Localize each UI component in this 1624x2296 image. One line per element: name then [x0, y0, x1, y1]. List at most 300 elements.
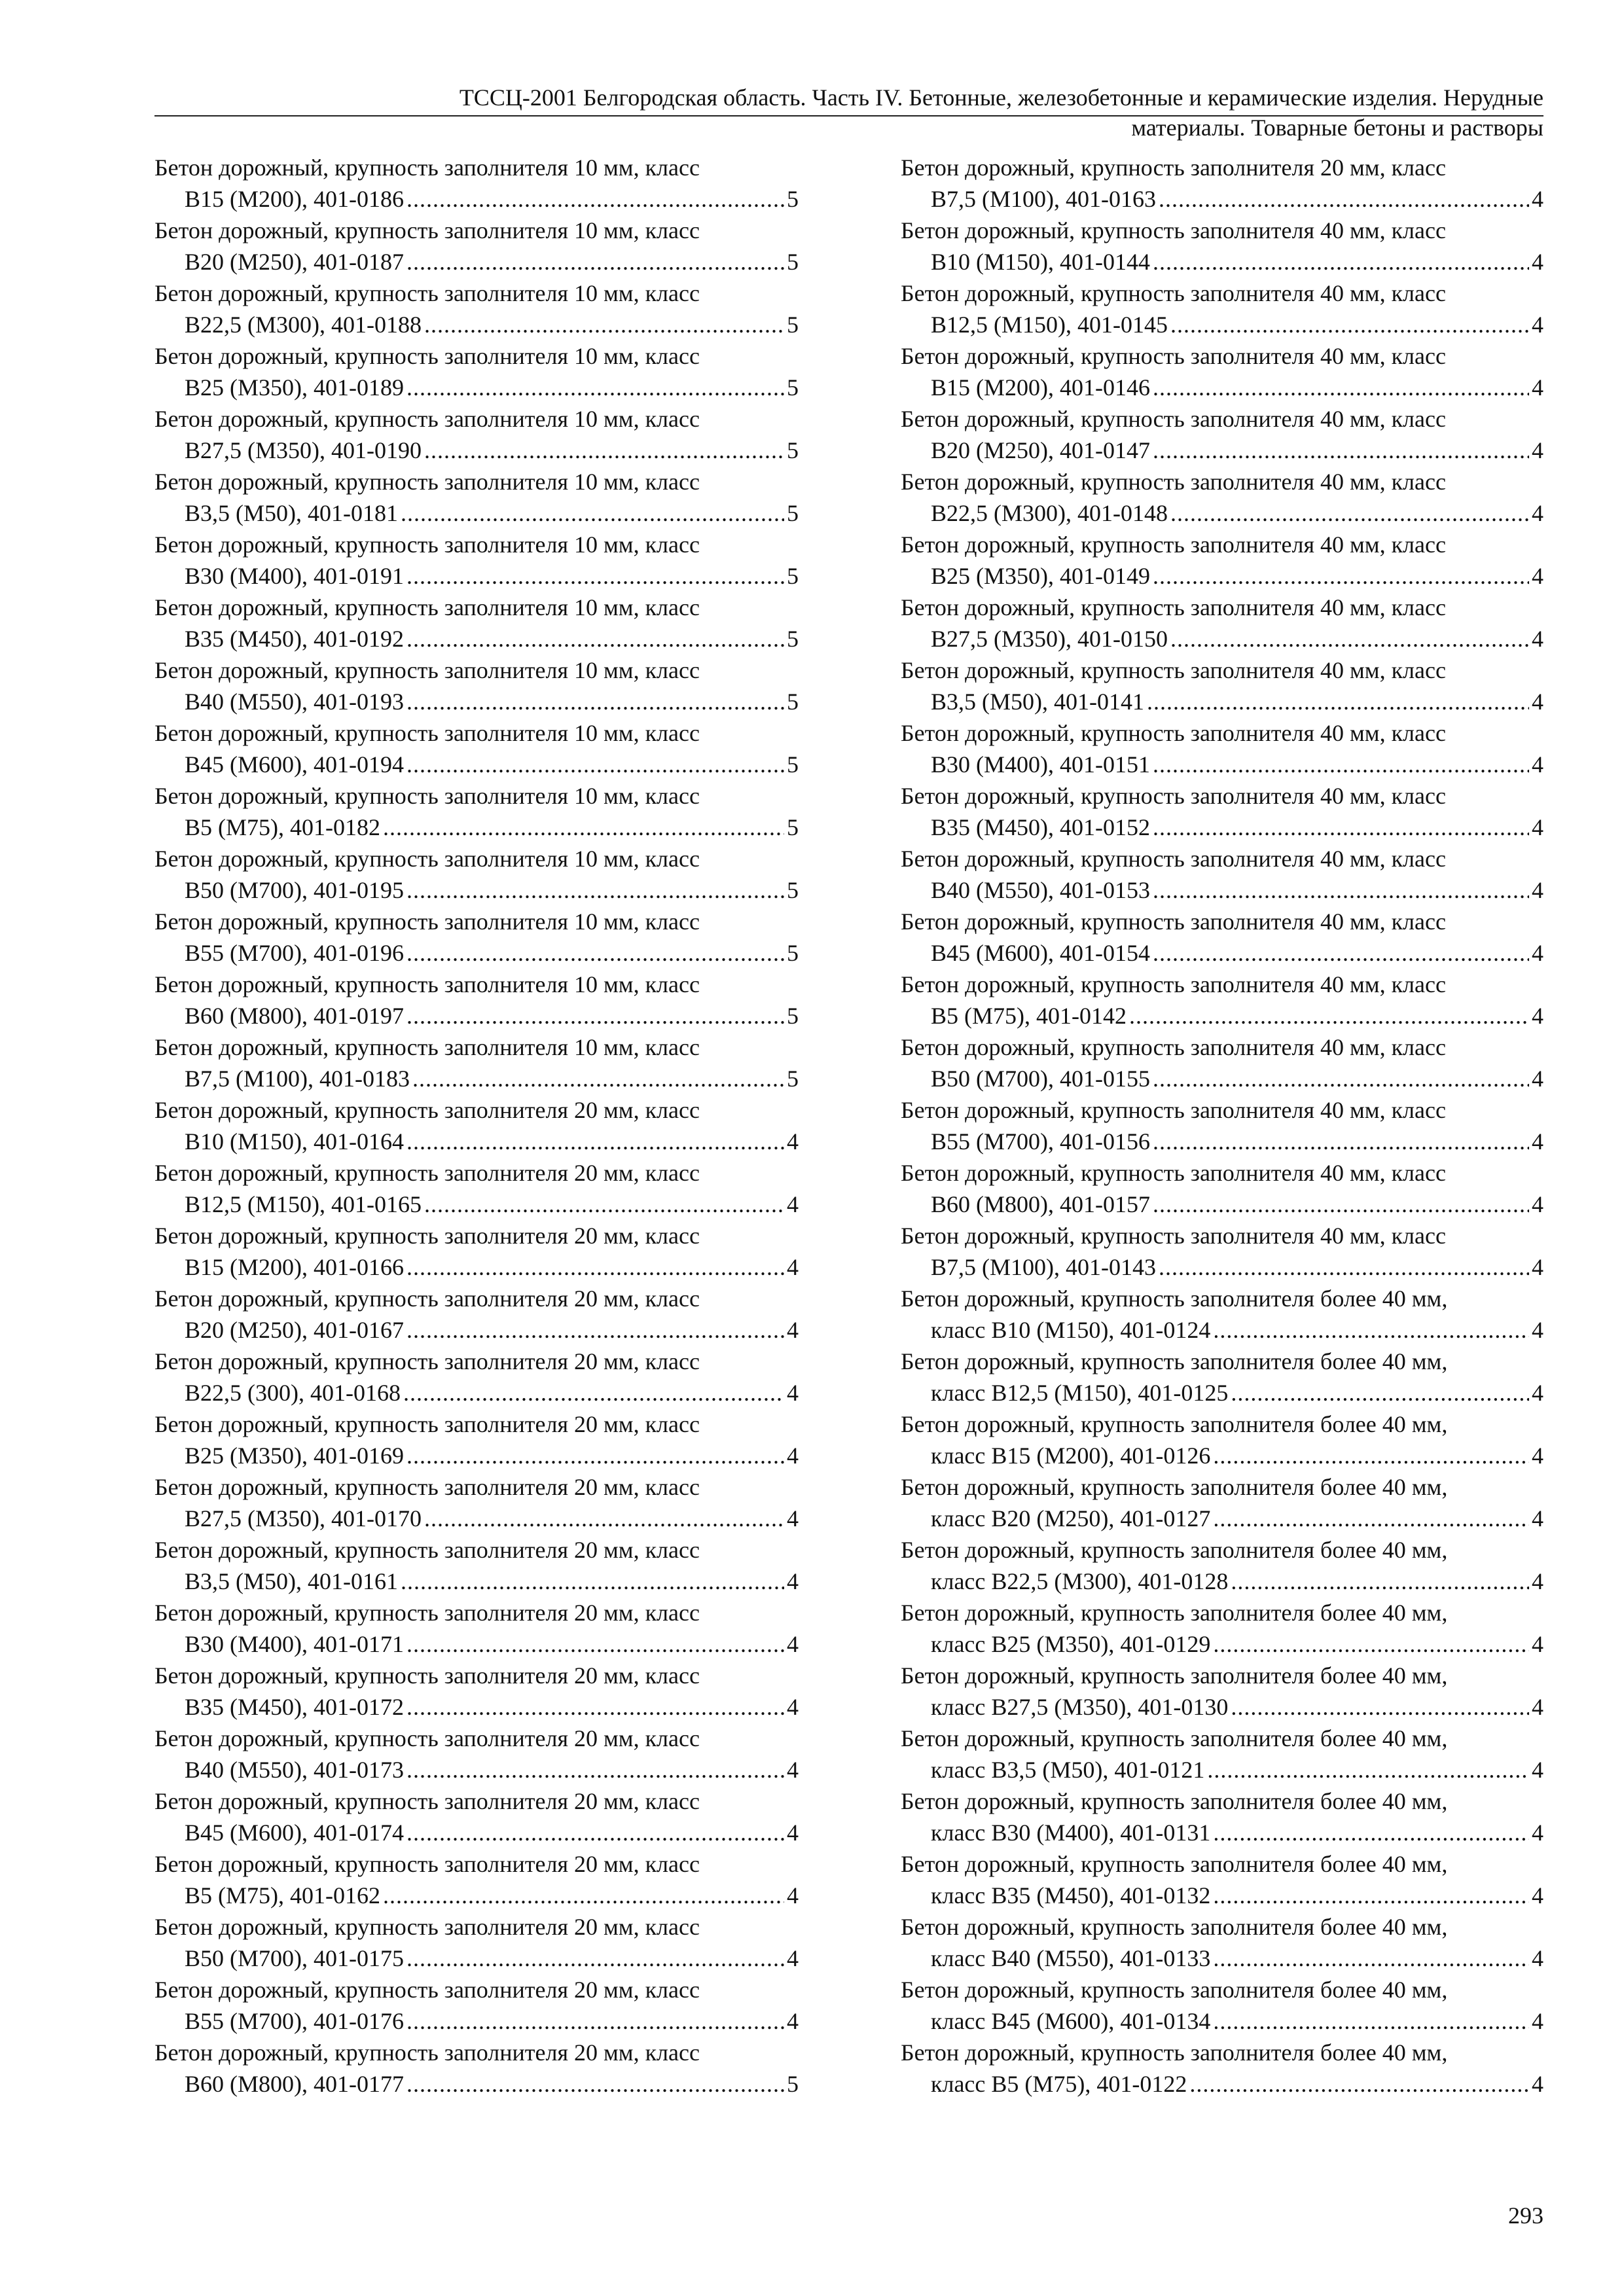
dot-leader	[406, 1691, 784, 1723]
index-entry-code: В55 (М700), 401-0156	[931, 1128, 1150, 1155]
index-entry	[154, 969, 799, 1031]
index-entry-page: 4	[787, 1694, 799, 1720]
index-entry-title: Бетон дорожный, крупность заполнителя 40 мм, класс	[901, 846, 1446, 872]
index-entry	[154, 780, 799, 843]
index-entry-detail-line	[185, 1880, 799, 1911]
index-entry	[901, 1534, 1543, 1597]
index-entry-title: Бетон дорожный, крупность заполнителя 10 мм, класс	[154, 657, 700, 683]
dot-leader	[1231, 1691, 1529, 1723]
index-entry-page: 4	[787, 1128, 799, 1155]
index-entry-detail-line	[931, 2005, 1543, 2037]
index-entry-code: В55 (М700), 401-0196	[185, 940, 404, 966]
dot-leader	[1189, 2068, 1529, 2100]
dot-leader	[406, 749, 784, 780]
index-entry-title: Бетон дорожный, крупность заполнителя 10 мм, класс	[154, 908, 700, 935]
index-entry-code: В15 (М200), 401-0146	[931, 374, 1150, 401]
dot-leader	[1153, 812, 1529, 843]
dot-leader	[1153, 1189, 1529, 1220]
index-entry-code: В30 (М400), 401-0171	[185, 1631, 404, 1657]
index-entry-page: 5	[787, 814, 799, 840]
index-entry-page: 5	[787, 437, 799, 463]
running-header-line-1: ТССЦ-2001 Белгородская область. Часть IV. Бетонные, железобетонные и керамические изделия. Нерудные	[459, 84, 1543, 111]
index-entry-detail-line	[185, 937, 799, 969]
dot-leader	[1213, 1628, 1529, 1660]
index-entry-page: 4	[787, 1317, 799, 1343]
index-entry-detail-line	[931, 1000, 1543, 1031]
index-entry-title: Бетон дорожный, крупность заполнителя более 40 мм,	[901, 1851, 1448, 1877]
index-entry-title: Бетон дорожный, крупность заполнителя 40 мм, класс	[901, 657, 1446, 683]
dot-leader	[1170, 309, 1529, 340]
index-entry-code: В25 (М350), 401-0189	[185, 374, 404, 401]
index-entry-title: Бетон дорожный, крупность заполнителя 40 мм, класс	[901, 217, 1446, 243]
index-entry-detail-line	[185, 1503, 799, 1534]
index-entry-page: 5	[787, 626, 799, 652]
index-entry	[154, 215, 799, 278]
index-entry-code: В30 (М400), 401-0191	[185, 563, 404, 589]
index-entry-page: 4	[787, 1568, 799, 1594]
index-entry	[901, 969, 1543, 1031]
index-entry-page: 4	[1532, 1882, 1543, 1909]
header-rule	[154, 115, 1543, 117]
index-entry-detail-line	[931, 812, 1543, 843]
dot-leader	[1170, 497, 1529, 529]
index-entry-title: Бетон дорожный, крупность заполнителя 20 мм, класс	[154, 2039, 700, 2066]
dot-leader	[406, 183, 784, 215]
index-entry-code: В60 (М800), 401-0157	[931, 1191, 1150, 1217]
index-entry-detail-line	[185, 1063, 799, 1094]
index-entry-page: 5	[787, 940, 799, 966]
index-entry-code: В12,5 (М150), 401-0165	[185, 1191, 422, 1217]
index-entry-detail-line	[185, 1628, 799, 1660]
index-entry-detail-line	[931, 1503, 1543, 1534]
dot-leader	[406, 1817, 784, 1848]
index-entry-page: 5	[787, 500, 799, 526]
index-entry-title: Бетон дорожный, крупность заполнителя 10 мм, класс	[154, 783, 700, 809]
index-entry	[154, 1911, 799, 1974]
index-entry-page: 4	[787, 1505, 799, 1532]
index-entry-title: Бетон дорожный, крупность заполнителя более 40 мм,	[901, 1914, 1448, 1940]
index-entry-title: Бетон дорожный, крупность заполнителя 10 мм, класс	[154, 846, 700, 872]
index-entry-detail-line	[185, 560, 799, 592]
dot-leader	[1159, 1251, 1529, 1283]
index-entry	[901, 1471, 1543, 1534]
index-entry	[901, 1974, 1543, 2037]
index-entry-page: 4	[1532, 1757, 1543, 1783]
index-entry-code: В40 (М550), 401-0193	[185, 689, 404, 715]
index-entry-code: класс В22,5 (М300), 401-0128	[931, 1568, 1229, 1594]
index-entry-detail-line	[931, 1817, 1543, 1848]
index-entry-title: Бетон дорожный, крупность заполнителя 10 мм, класс	[154, 406, 700, 432]
index-entry-code: В22,5 (М300), 401-0188	[185, 312, 422, 338]
index-entry-code: В5 (М75), 401-0182	[185, 814, 380, 840]
index-entry-code: В45 (М600), 401-0154	[931, 940, 1150, 966]
index-entry-detail-line	[185, 1189, 799, 1220]
index-entry-page: 4	[787, 1443, 799, 1469]
dot-leader	[1213, 1314, 1529, 1346]
index-entry	[901, 2037, 1543, 2100]
index-entry-page: 4	[1532, 1505, 1543, 1532]
dot-leader	[403, 1377, 784, 1408]
index-entry-code: класс В5 (М75), 401-0122	[931, 2071, 1187, 2097]
index-entry-code: В10 (М150), 401-0144	[931, 249, 1150, 275]
dot-leader	[1129, 1000, 1529, 1031]
index-entry-detail-line	[185, 1754, 799, 1785]
index-entry-code: В20 (М250), 401-0167	[185, 1317, 404, 1343]
index-entry-title: Бетон дорожный, крупность заполнителя 40 мм, класс	[901, 720, 1446, 746]
index-entry-detail-line	[931, 937, 1543, 969]
index-entry-code: В7,5 (М100), 401-0143	[931, 1254, 1156, 1280]
index-entry-title: Бетон дорожный, крупность заполнителя 20 мм, класс	[154, 1725, 700, 1751]
index-entry-code: В45 (М600), 401-0174	[185, 1820, 404, 1846]
index-entry	[901, 1408, 1543, 1471]
index-entry	[154, 529, 799, 592]
index-entry-page: 4	[787, 1820, 799, 1846]
dot-leader	[1153, 435, 1529, 466]
index-entry	[901, 592, 1543, 655]
index-entry-code: В5 (М75), 401-0162	[185, 1882, 380, 1909]
index-entry-title: Бетон дорожный, крупность заполнителя более 40 мм,	[901, 1662, 1448, 1689]
index-entry-title: Бетон дорожный, крупность заполнителя 20 мм, класс	[154, 1160, 700, 1186]
index-entry-title: Бетон дорожный, крупность заполнителя 10 мм, класс	[154, 154, 700, 181]
index-entry-title: Бетон дорожный, крупность заполнителя 20 мм, класс	[154, 1662, 700, 1689]
index-entry-title: Бетон дорожный, крупность заполнителя 20 мм, класс	[154, 1474, 700, 1500]
index-entry-detail-line	[931, 1628, 1543, 1660]
index-entry-detail-line	[185, 2005, 799, 2037]
index-entry-page: 4	[1532, 374, 1543, 401]
index-entry	[901, 717, 1543, 780]
index-entry-title: Бетон дорожный, крупность заполнителя 20 мм, класс	[154, 1348, 700, 1374]
index-entry-detail-line	[931, 874, 1543, 906]
index-entry	[901, 278, 1543, 340]
dot-leader	[406, 372, 784, 403]
running-header	[154, 82, 1543, 143]
dot-leader	[401, 1566, 784, 1597]
index-entry	[901, 1911, 1543, 1974]
dot-leader	[1153, 1063, 1529, 1094]
index-column-left	[154, 152, 799, 2100]
index-entry	[901, 655, 1543, 717]
index-entry-page: 5	[787, 249, 799, 275]
index-entry	[154, 278, 799, 340]
index-entry-title: Бетон дорожный, крупность заполнителя более 40 мм,	[901, 1537, 1448, 1563]
index-entry-page: 4	[1532, 1820, 1543, 1846]
dot-leader	[412, 1063, 784, 1094]
index-entry-code: В15 (М200), 401-0186	[185, 186, 404, 212]
index-entry	[154, 1471, 799, 1534]
index-entry-code: В22,5 (М300), 401-0148	[931, 500, 1168, 526]
index-entry-detail-line	[931, 560, 1543, 592]
index-entry-page: 4	[787, 1945, 799, 1971]
dot-leader	[406, 560, 784, 592]
index-entry	[901, 403, 1543, 466]
index-entry	[154, 717, 799, 780]
index-entry	[154, 1974, 799, 2037]
index-entry-title: Бетон дорожный, крупность заполнителя 20 мм, класс	[154, 1223, 700, 1249]
dot-leader	[383, 812, 784, 843]
index-entry-title: Бетон дорожный, крупность заполнителя более 40 мм,	[901, 1411, 1448, 1437]
index-entry-detail-line	[931, 1251, 1543, 1283]
running-header-line-2: материалы. Товарные бетоны и растворы	[1131, 115, 1543, 141]
index-entry-code: В10 (М150), 401-0164	[185, 1128, 404, 1155]
dot-leader	[1153, 560, 1529, 592]
index-entry-code: В3,5 (М50), 401-0161	[185, 1568, 398, 1594]
index-entry-code: класс В12,5 (М150), 401-0125	[931, 1380, 1229, 1406]
index-entry-detail-line	[931, 1691, 1543, 1723]
index-entry-title: Бетон дорожный, крупность заполнителя 20 мм, класс	[901, 154, 1446, 181]
index-entry-detail-line	[185, 1566, 799, 1597]
index-entry-title: Бетон дорожный, крупность заполнителя 10 мм, класс	[154, 531, 700, 558]
dot-leader	[1213, 1440, 1529, 1471]
index-entry-title: Бетон дорожный, крупность заполнителя 20 мм, класс	[154, 1914, 700, 1940]
index-entry-title: Бетон дорожный, крупность заполнителя более 40 мм,	[901, 1977, 1448, 2003]
dot-leader	[1207, 1754, 1529, 1785]
index-entry-code: В20 (М250), 401-0187	[185, 249, 404, 275]
index-entry-code: класс В25 (М350), 401-0129	[931, 1631, 1211, 1657]
index-entry	[901, 1157, 1543, 1220]
dot-leader	[406, 1126, 784, 1157]
index-entry-code: класс В35 (М450), 401-0132	[931, 1882, 1211, 1909]
index-entry	[901, 1094, 1543, 1157]
index-entry-title: Бетон дорожный, крупность заполнителя 20 мм, класс	[154, 1285, 700, 1312]
index-entry-page: 4	[787, 1380, 799, 1406]
index-entry-page: 4	[1532, 500, 1543, 526]
index-entry	[154, 1785, 799, 1848]
index-entry-detail-line	[931, 1440, 1543, 1471]
index-entry-detail-line	[185, 1251, 799, 1283]
dot-leader	[406, 2068, 784, 2100]
index-entry	[901, 1031, 1543, 1094]
index-entry	[901, 152, 1543, 215]
index-entry-title: Бетон дорожный, крупность заполнителя 40 мм, класс	[901, 908, 1446, 935]
index-entry-page: 4	[1532, 1003, 1543, 1029]
index-entry-page: 5	[787, 2071, 799, 2097]
index-entry	[154, 1220, 799, 1283]
index-entry-code: В15 (М200), 401-0166	[185, 1254, 404, 1280]
index-entry-title: Бетон дорожный, крупность заполнителя 40 мм, класс	[901, 406, 1446, 432]
index-entry-detail-line	[931, 1880, 1543, 1911]
index-entry-detail-line	[185, 309, 799, 340]
index-entry-detail-line	[185, 1377, 799, 1408]
index-entry-title: Бетон дорожный, крупность заполнителя более 40 мм,	[901, 1474, 1448, 1500]
dot-leader	[424, 1189, 784, 1220]
index-entry-code: В40 (М550), 401-0173	[185, 1757, 404, 1783]
index-entry-detail-line	[185, 183, 799, 215]
index-entry-detail-line	[931, 1754, 1543, 1785]
index-entry-detail-line	[185, 1000, 799, 1031]
index-entry-detail-line	[931, 686, 1543, 717]
index-entry-detail-line	[185, 686, 799, 717]
index-entry-title: Бетон дорожный, крупность заполнителя 20 мм, класс	[154, 1537, 700, 1563]
index-entry-title: Бетон дорожный, крупность заполнителя 10 мм, класс	[154, 720, 700, 746]
index-entry-detail-line	[931, 749, 1543, 780]
dot-leader	[383, 1880, 784, 1911]
index-entry-title: Бетон дорожный, крупность заполнителя 40 мм, класс	[901, 594, 1446, 620]
index-entry-title: Бетон дорожный, крупность заполнителя 10 мм, класс	[154, 971, 700, 997]
index-entry-title: Бетон дорожный, крупность заполнителя более 40 мм,	[901, 2039, 1448, 2066]
index-entry-page: 4	[1532, 563, 1543, 589]
index-entry-page: 5	[787, 312, 799, 338]
index-entry-page: 4	[1532, 814, 1543, 840]
index-entry-page: 4	[1532, 1191, 1543, 1217]
index-entry-code: класс В45 (М600), 401-0134	[931, 2008, 1211, 2034]
index-entry-detail-line	[185, 435, 799, 466]
index-entry	[154, 655, 799, 717]
dot-leader	[1147, 686, 1529, 717]
index-entry-detail-line	[931, 183, 1543, 215]
dot-leader	[424, 435, 784, 466]
index-entry-title: Бетон дорожный, крупность заполнителя 40 мм, класс	[901, 1223, 1446, 1249]
index-entry-page: 5	[787, 1066, 799, 1092]
index-entry-page: 4	[1532, 2008, 1543, 2034]
index-entry-title: Бетон дорожный, крупность заполнителя 40 мм, класс	[901, 1160, 1446, 1186]
index-entry-title: Бетон дорожный, крупность заполнителя 20 мм, класс	[154, 1411, 700, 1437]
index-entry-code: В45 (М600), 401-0194	[185, 751, 404, 778]
index-entry	[154, 152, 799, 215]
index-entry-detail-line	[931, 1943, 1543, 1974]
dot-leader	[406, 874, 784, 906]
index-entry-detail-line	[931, 1189, 1543, 1220]
dot-leader	[1213, 1880, 1529, 1911]
index-entry-detail-line	[185, 749, 799, 780]
index-entry-page: 4	[1532, 751, 1543, 778]
index-entry-detail-line	[931, 1126, 1543, 1157]
index-entry-page: 4	[787, 1757, 799, 1783]
dot-leader	[406, 1628, 784, 1660]
index-entry	[154, 1534, 799, 1597]
index-entry-detail-line	[185, 812, 799, 843]
index-entry-code: В35 (М450), 401-0192	[185, 626, 404, 652]
dot-leader	[1153, 1126, 1529, 1157]
index-entry-page: 4	[1532, 437, 1543, 463]
index-entry-detail-line	[185, 1440, 799, 1471]
index-entry-page: 4	[1532, 1694, 1543, 1720]
index-entry-code: класс В30 (М400), 401-0131	[931, 1820, 1211, 1846]
index-entry-detail-line	[185, 1691, 799, 1723]
index-entry	[154, 592, 799, 655]
index-entry-page: 4	[1532, 312, 1543, 338]
index-entry-page: 5	[787, 563, 799, 589]
index-entry-code: В50 (М700), 401-0175	[185, 1945, 404, 1971]
index-entry-page: 4	[787, 1631, 799, 1657]
dot-leader	[1153, 372, 1529, 403]
dot-leader	[1213, 1503, 1529, 1534]
index-entry-title: Бетон дорожный, крупность заполнителя более 40 мм,	[901, 1285, 1448, 1312]
index-entry-page: 4	[1532, 1128, 1543, 1155]
index-entry-detail-line	[185, 1126, 799, 1157]
index-entry-detail-line	[185, 1817, 799, 1848]
index-entry-code: В50 (М700), 401-0195	[185, 877, 404, 903]
index-entry	[154, 1157, 799, 1220]
index-entry	[901, 1346, 1543, 1408]
index-entry	[154, 906, 799, 969]
index-entry-title: Бетон дорожный, крупность заполнителя 40 мм, класс	[901, 280, 1446, 306]
index-entry-page: 4	[787, 1191, 799, 1217]
index-entry-page: 5	[787, 877, 799, 903]
index-entry	[901, 529, 1543, 592]
index-entry	[901, 340, 1543, 403]
index-entry-code: В40 (М550), 401-0153	[931, 877, 1150, 903]
index-entry-code: класс В27,5 (М350), 401-0130	[931, 1694, 1229, 1720]
dot-leader	[1153, 874, 1529, 906]
index-entry	[901, 1597, 1543, 1660]
index-entry-title: Бетон дорожный, крупность заполнителя 40 мм, класс	[901, 1034, 1446, 1060]
index-entry-page: 4	[1532, 186, 1543, 212]
dot-leader	[1231, 1566, 1529, 1597]
dot-leader	[1153, 246, 1529, 278]
index-entry	[901, 843, 1543, 906]
dot-leader	[406, 1000, 784, 1031]
index-entry-detail-line	[931, 309, 1543, 340]
dot-leader	[406, 246, 784, 278]
index-entry-code: В30 (М400), 401-0151	[931, 751, 1150, 778]
index-entry	[154, 1094, 799, 1157]
index-entry-page: 5	[787, 374, 799, 401]
index-entry-title: Бетон дорожный, крупность заполнителя более 40 мм,	[901, 1600, 1448, 1626]
index-entry-title: Бетон дорожный, крупность заполнителя 20 мм, класс	[154, 1851, 700, 1877]
index-entry	[154, 1408, 799, 1471]
index-entry-code: В50 (М700), 401-0155	[931, 1066, 1150, 1092]
index-entry-page: 4	[1532, 1254, 1543, 1280]
index-entry	[154, 1723, 799, 1785]
index-entry-code: класс В3,5 (М50), 401-0121	[931, 1757, 1205, 1783]
index-entry-page: 4	[1532, 1443, 1543, 1469]
index-entry-title: Бетон дорожный, крупность заполнителя 40 мм, класс	[901, 469, 1446, 495]
index-entry-detail-line	[931, 623, 1543, 655]
index-entry-title: Бетон дорожный, крупность заполнителя 10 мм, класс	[154, 1034, 700, 1060]
dot-leader	[406, 1754, 784, 1785]
index-entry-detail-line	[931, 246, 1543, 278]
index-entry	[901, 906, 1543, 969]
index-entry	[154, 1848, 799, 1911]
dot-leader	[406, 1314, 784, 1346]
index-entry-page: 5	[787, 689, 799, 715]
index-entry-page: 4	[1532, 1568, 1543, 1594]
index-entry-detail-line	[931, 1377, 1543, 1408]
index-entry-page: 4	[1532, 2071, 1543, 2097]
index-entry	[154, 1597, 799, 1660]
index-entry	[901, 1848, 1543, 1911]
dot-leader	[424, 309, 784, 340]
index-entry-code: В60 (М800), 401-0197	[185, 1003, 404, 1029]
index-entry-code: В25 (М350), 401-0169	[185, 1443, 404, 1469]
dot-leader	[1213, 1943, 1529, 1974]
index-entry	[901, 1723, 1543, 1785]
index-entry-detail-line	[185, 1943, 799, 1974]
dot-leader	[1213, 2005, 1529, 2037]
index-entry-detail-line	[185, 874, 799, 906]
index-entry-title: Бетон дорожный, крупность заполнителя 40 мм, класс	[901, 783, 1446, 809]
index-entry	[154, 1283, 799, 1346]
dot-leader	[406, 1943, 784, 1974]
index-entry-page: 5	[787, 751, 799, 778]
index-entry-page: 4	[787, 1254, 799, 1280]
index-entry	[154, 403, 799, 466]
dot-leader	[1153, 937, 1529, 969]
index-entry-page: 4	[1532, 1380, 1543, 1406]
index-entry-title: Бетон дорожный, крупность заполнителя 20 мм, класс	[154, 1600, 700, 1626]
index-entry	[154, 843, 799, 906]
index-entry-detail-line	[185, 2068, 799, 2100]
index-entry-title: Бетон дорожный, крупность заполнителя 10 мм, класс	[154, 469, 700, 495]
index-entry	[901, 780, 1543, 843]
index-entry-title: Бетон дорожный, крупность заполнителя 40 мм, класс	[901, 531, 1446, 558]
index-entry-code: В35 (М450), 401-0172	[185, 1694, 404, 1720]
dot-leader	[406, 2005, 784, 2037]
index-entry-title: Бетон дорожный, крупность заполнителя более 40 мм,	[901, 1725, 1448, 1751]
index-entry-page: 4	[1532, 1631, 1543, 1657]
index-entry-page: 5	[787, 1003, 799, 1029]
index-entry-page: 4	[1532, 1945, 1543, 1971]
